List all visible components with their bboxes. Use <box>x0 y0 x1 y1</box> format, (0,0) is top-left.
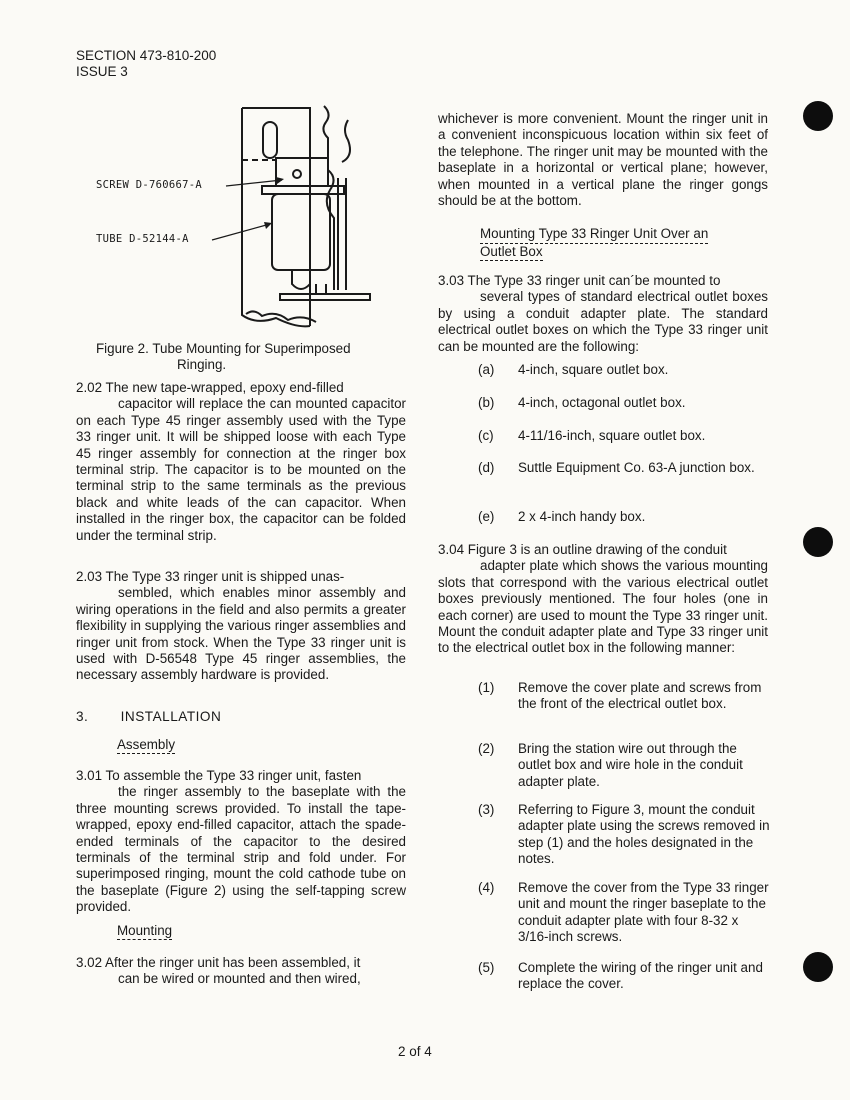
section-3-number: 3. <box>76 709 89 724</box>
step-marker: (1) <box>478 680 495 695</box>
para-3-03 <box>438 273 768 355</box>
para-3-04-first: 3.04 Figure 3 is an outline drawing of the conduit <box>438 542 727 557</box>
step-marker: (5) <box>478 960 495 975</box>
caption-line-1: Figure 2. Tube Mounting for Superimposed <box>96 341 351 356</box>
mounting-text: Mounting <box>117 923 173 938</box>
step-text: Complete the wiring of the ringer unit and replace the cover. <box>518 960 763 992</box>
para-3-02 <box>76 955 406 988</box>
list-item-d <box>480 460 770 476</box>
list-text: 4-11/16-inch, square outlet box. <box>518 428 706 443</box>
para-3-01 <box>76 768 406 916</box>
step-marker: (4) <box>478 880 495 895</box>
para-3-04-body: adapter plate which shows the various mounting slots that correspond with the various electrical outlet boxes previously mentioned. The four holes (one in each corner) are used to mount the Type 33 ringer unit. Mount the conduit adapter plate and Type 33 ringer unit to the electrical outlet box in the following manner: <box>438 558 768 656</box>
punch-hole-top <box>803 101 833 131</box>
list-marker: (e) <box>478 509 495 524</box>
issue-number: ISSUE 3 <box>76 64 128 79</box>
subheading-outlet-box <box>480 226 768 261</box>
section-3-heading <box>76 709 221 724</box>
para-2-02-first: 2.02 The new tape-wrapped, epoxy end-filled <box>76 380 344 395</box>
para-3-01-body: the ringer assembly to the baseplate with the three mounting screws provided. To install the tape-wrapped, epoxy end-filled capacitor, attach the spade-ended terminals of the capacitor to the desired terminals of the terminal strip and fold under. For superimposed ringing, mount the cold cathode tube on the baseplate (Figure 2) using the self-tapping screw provided. <box>76 784 406 915</box>
punch-hole-bottom <box>803 952 833 982</box>
label-tube: TUBE D-52144-A <box>96 233 189 245</box>
step-text: Remove the cover plate and screws from the front of the electrical outlet box. <box>518 680 762 712</box>
section-number: SECTION 473-810-200 <box>76 48 217 63</box>
list-item-e <box>480 509 770 525</box>
caption-line-2: Ringing. <box>177 357 227 373</box>
para-2-03-first: 2.03 The Type 33 ringer unit is shipped unas- <box>76 569 345 584</box>
outlet-heading-line-2: Outlet Box <box>480 244 543 260</box>
para-2-03-body: sembled, which enables minor assembly and wiring operations in the field and also permits a greater flexibility in supplying the various ringer assemblies and ringer unit from stock. When the Type 33 ringer unit is used with D-56548 Type 45 ringer assemblies, the necessary assembly hardware is provided. <box>76 585 406 683</box>
page-number: 2 of 4 <box>398 1044 432 1059</box>
step-text: Referring to Figure 3, mount the conduit adapter plate using the screws removed in step (1) and the holes designated in the notes. <box>518 802 770 867</box>
list-text: Suttle Equipment Co. 63-A junction box. <box>518 460 755 475</box>
para-3-02-continued: whichever is more convenient. Mount the ringer unit in a convenient inconspicuous location within six feet of the telephone. The ringer unit may be mounted with the baseplate in a horizontal or vertical plane; however, when mounted in a vertical plane the ringer gongs should be at the bottom. <box>438 111 768 209</box>
figure-2-drawing <box>76 100 396 332</box>
step-3 <box>480 802 770 868</box>
para-2-02 <box>76 380 406 544</box>
step-4 <box>480 880 770 946</box>
step-marker: (3) <box>478 802 495 817</box>
para-3-03-first: 3.03 The Type 33 ringer unit can´be mounted to <box>438 273 721 288</box>
document-header <box>76 48 216 80</box>
para-3-03-body: several types of standard electrical outlet boxes by using a conduit adapter plate. The standard electrical outlet boxes on which the Type 33 ringer unit can be mounted are the following: <box>438 289 768 354</box>
punch-hole-middle <box>803 527 833 557</box>
list-item-c <box>480 428 770 444</box>
step-1 <box>480 680 770 713</box>
label-screw: SCREW D-760667-A <box>96 179 202 191</box>
list-text: 4-inch, square outlet box. <box>518 362 669 377</box>
para-3-02-first: 3.02 After the ringer unit has been assembled, it <box>76 955 361 970</box>
subheading-assembly <box>117 737 175 752</box>
step-2 <box>480 741 770 790</box>
list-text: 2 x 4-inch handy box. <box>518 509 646 524</box>
list-text: 4-inch, octagonal outlet box. <box>518 395 686 410</box>
figure-caption <box>96 341 396 374</box>
step-text: Remove the cover from the Type 33 ringer unit and mount the ringer baseplate to the conduit adapter plate with four 8-32 x 3/16-inch screws. <box>518 880 769 945</box>
para-3-02-body: can be wired or mounted and then wired, <box>118 971 361 987</box>
subheading-mounting <box>117 923 172 938</box>
list-marker: (d) <box>478 460 495 475</box>
para-2-02-body: capacitor will replace the can mounted capacitor on each Type 45 ringer assembly used with the Type 33 ringer unit. It will be shipped loose with each Type 45 ringer assembly for connection at the ringer box terminal strip. The capacitor is to be mounted on the terminal strip to the same terminals as the previous black and white leads of the can capacitor. When installed in the ringer box, the capacitor can be folded under the terminal strip. <box>76 396 406 543</box>
step-marker: (2) <box>478 741 495 756</box>
outlet-heading-line-1: Mounting Type 33 Ringer Unit Over an <box>480 226 708 244</box>
para-3-01-first: 3.01 To assemble the Type 33 ringer unit, fasten <box>76 768 362 783</box>
step-5 <box>480 960 770 993</box>
list-marker: (b) <box>478 395 495 410</box>
list-marker: (c) <box>478 428 494 443</box>
list-marker: (a) <box>478 362 495 377</box>
list-item-b <box>480 395 770 411</box>
step-text: Bring the station wire out through the outlet box and wire hole in the conduit adapter plate. <box>518 741 743 789</box>
list-item-a <box>480 362 770 378</box>
para-2-03 <box>76 569 406 684</box>
para-3-04 <box>438 542 768 657</box>
section-3-title: INSTALLATION <box>120 709 222 724</box>
assembly-text: Assembly <box>117 737 176 752</box>
